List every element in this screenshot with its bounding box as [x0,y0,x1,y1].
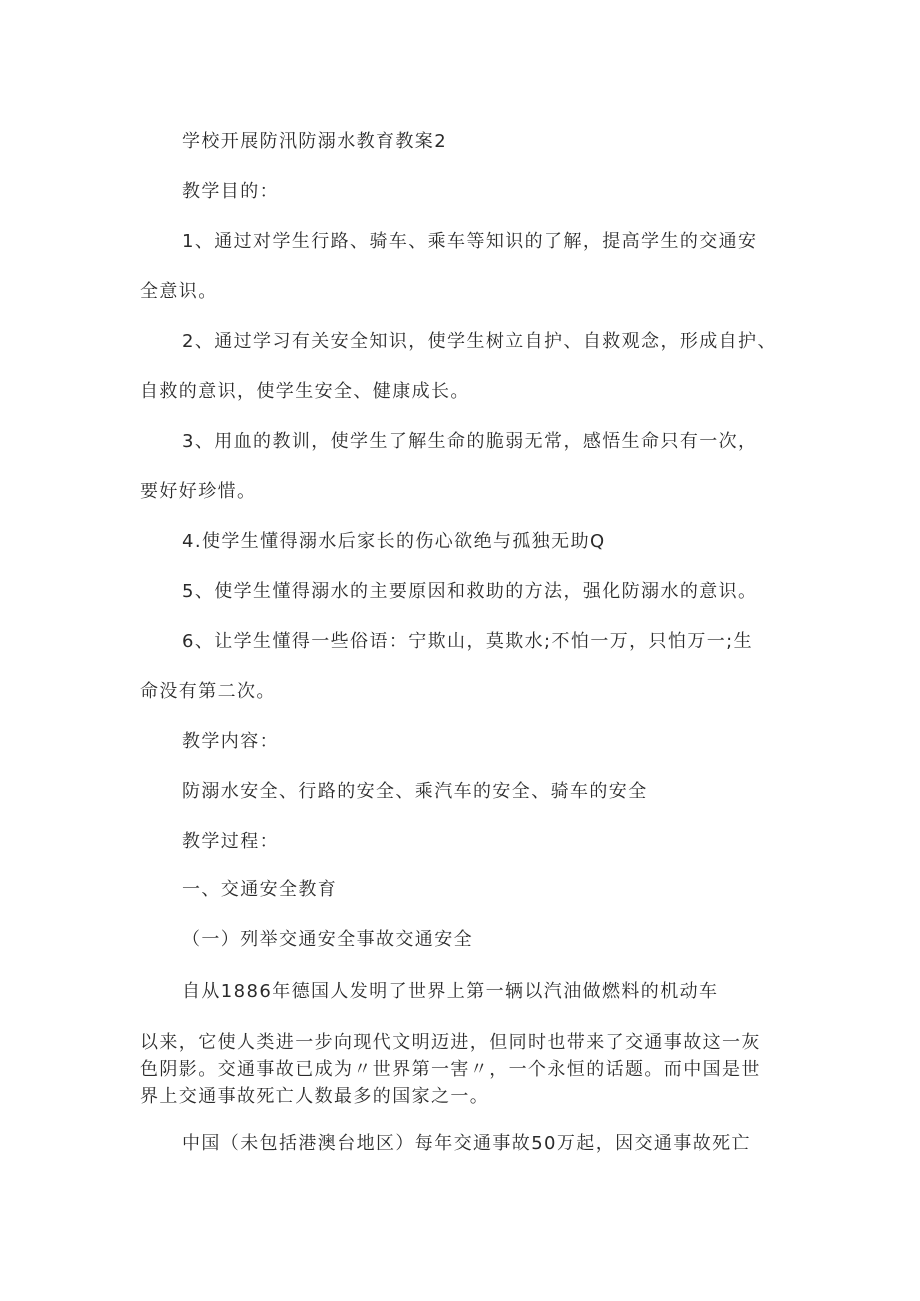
content-heading: 教学内容： [182,731,279,752]
paragraph-1-line-2: 以来，它使人类进一步向现代文明迈进，但同时也带来了交通事故这一灰 [140,1032,761,1053]
objective-2-line-1: 2、通过学习有关安全知识，使学生树立自护、自救观念，形成自护、 [182,331,777,352]
objective-1-line-1: 1、通过对学生行路、骑车、乘车等知识的了解，提高学生的交通安 [182,231,758,252]
paragraph-1-line-1: 自从1886年德国人发明了世界上第一辆以汽油做燃料的机动车 [182,981,719,1002]
section-1-heading: 一、交通安全教育 [182,879,338,900]
paragraph-2-line-1: 中国（未包括港澳台地区）每年交通事故50万起，因交通事故死亡 [182,1133,751,1154]
objective-2-line-2: 自救的意识，使学生安全、健康成长。 [140,381,470,402]
process-heading: 教学过程： [182,831,279,852]
objective-4: 4.使学生懂得溺水后家长的伤心欲绝与孤独无助Q [182,531,606,552]
objective-6-line-1: 6、让学生懂得一些俗语：宁欺山，莫欺水;不怕一万，只怕万一;生 [182,631,753,652]
objective-5: 5、使学生懂得溺水的主要原因和救助的方法，强化防溺水的意识。 [182,581,758,602]
objective-6-line-2: 命没有第二次。 [140,681,276,702]
content-text: 防溺水安全、行路的安全、乘汽车的安全、骑车的安全 [182,781,648,802]
document-title: 学校开展防汛防溺水教育教案2 [182,131,448,152]
objective-3-line-2: 要好好珍惜。 [140,481,257,502]
objective-3-line-1: 3、用血的教训，使学生了解生命的脆弱无常，感悟生命只有一次， [182,431,758,452]
paragraph-1-line-4: 界上交通事故死亡人数最多的国家之一。 [140,1086,490,1107]
objective-1-line-2: 全意识。 [140,281,218,302]
paragraph-1-line-3: 色阴影。交通事故已成为〃世界第一害〃，一个永恒的话题。而中国是世 [140,1059,761,1080]
objectives-heading: 教学目的： [182,181,279,202]
subsection-1-heading: （一）列举交通安全事故交通安全 [182,929,473,950]
